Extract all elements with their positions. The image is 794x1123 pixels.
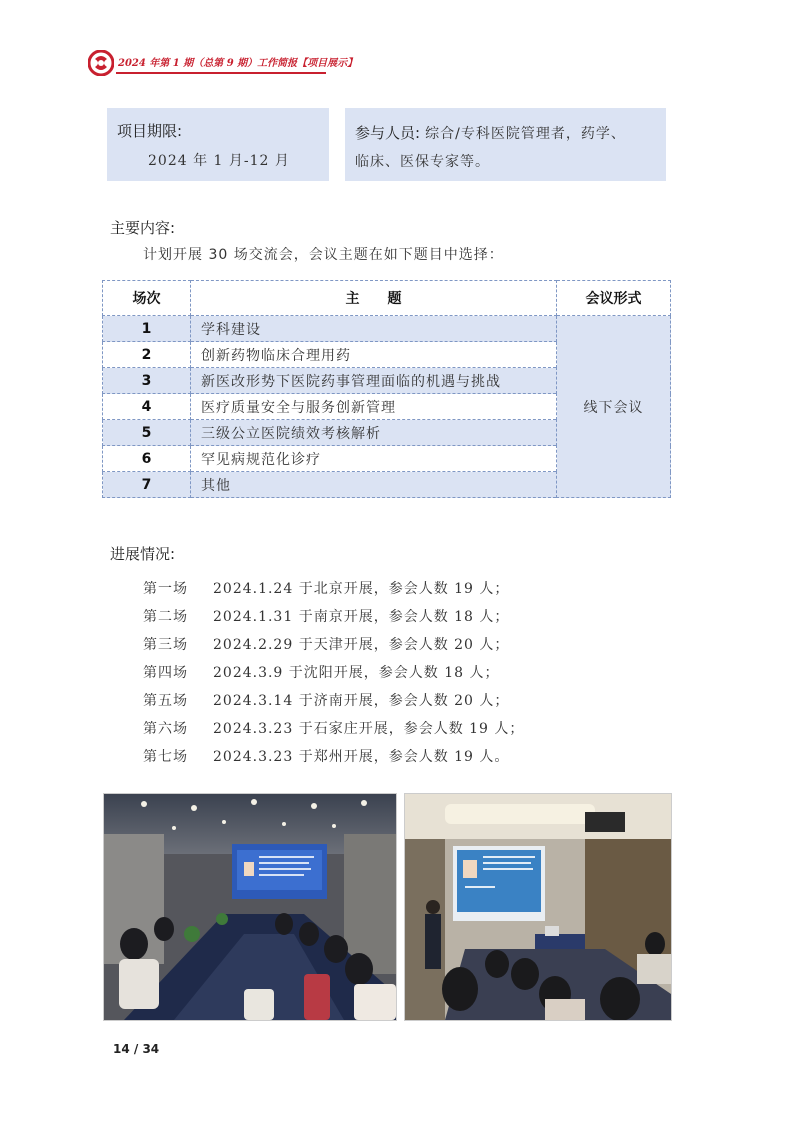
meeting-photo-1 <box>103 793 397 1021</box>
progress-session: 第一场 <box>143 581 188 597</box>
progress-item <box>143 746 509 766</box>
progress-text: 2024.3.14 于济南开展，参会人数 20 人； <box>213 693 510 709</box>
main-content-intro: 计划开展 30 场交流会，会议主题在如下题目中选择： <box>143 247 504 263</box>
meeting-format: 线下会议 <box>557 316 671 498</box>
period-label: 项目期限: <box>117 122 183 140</box>
progress-session: 第四场 <box>143 665 188 681</box>
participants-line2: 临床、医保专家等。 <box>355 154 490 170</box>
progress-title: 进展情况: <box>110 545 176 563</box>
row-topic: 三级公立医院绩效考核解析 <box>191 420 557 446</box>
progress-text: 2024.2.29 于天津开展，参会人数 20 人； <box>213 637 510 653</box>
page-number: 14 / 34 <box>113 1042 160 1056</box>
row-number: 6 <box>103 446 191 472</box>
table-row <box>103 316 671 342</box>
progress-item <box>143 578 509 598</box>
progress-item <box>143 606 509 626</box>
progress-item <box>143 662 500 682</box>
participants-label: 参与人员: <box>355 124 421 142</box>
table-header-row <box>103 281 671 316</box>
participants-box <box>345 108 666 181</box>
row-topic: 其他 <box>191 472 557 498</box>
row-number: 1 <box>103 316 191 342</box>
progress-text: 2024.3.23 于石家庄开展，参会人数 19 人； <box>213 721 525 737</box>
row-topic: 新医改形势下医院药事管理面临的机遇与挑战 <box>191 368 557 394</box>
progress-item <box>143 718 524 738</box>
progress-item <box>143 634 509 654</box>
header-title: 2024 年第 1 期（总第 9 期）工作简报【项目展示】 <box>118 58 358 69</box>
brand-logo-icon <box>88 50 114 76</box>
header-session: 场次 <box>103 281 191 316</box>
participants-line1: 综合/专科医院管理者，药学、 <box>425 126 626 142</box>
progress-item <box>143 690 509 710</box>
progress-text: 2024.1.31 于南京开展，参会人数 18 人； <box>213 609 510 625</box>
meeting-photo-2 <box>404 793 672 1021</box>
row-number: 2 <box>103 342 191 368</box>
topics-table <box>102 280 671 498</box>
row-topic: 医疗质量安全与服务创新管理 <box>191 394 557 420</box>
row-topic: 创新药物临床合理用药 <box>191 342 557 368</box>
header-divider <box>116 72 326 74</box>
progress-text: 2024.1.24 于北京开展，参会人数 19 人； <box>213 581 510 597</box>
row-number: 4 <box>103 394 191 420</box>
main-content-title: 主要内容: <box>110 219 176 237</box>
progress-session: 第五场 <box>143 693 188 709</box>
row-number: 7 <box>103 472 191 498</box>
header-topic: 主 题 <box>191 281 557 316</box>
progress-text: 2024.3.9 于沈阳开展，参会人数 18 人； <box>213 665 500 681</box>
progress-session: 第三场 <box>143 637 188 653</box>
row-number: 3 <box>103 368 191 394</box>
row-number: 5 <box>103 420 191 446</box>
progress-session: 第七场 <box>143 749 188 765</box>
header-format: 会议形式 <box>557 281 671 316</box>
period-value: 2024 年 1 月-12 月 <box>148 153 290 169</box>
progress-session: 第二场 <box>143 609 188 625</box>
progress-session: 第六场 <box>143 721 188 737</box>
progress-text: 2024.3.23 于郑州开展，参会人数 19 人。 <box>213 749 510 765</box>
project-period-box <box>107 108 329 181</box>
row-topic: 学科建设 <box>191 316 557 342</box>
row-topic: 罕见病规范化诊疗 <box>191 446 557 472</box>
